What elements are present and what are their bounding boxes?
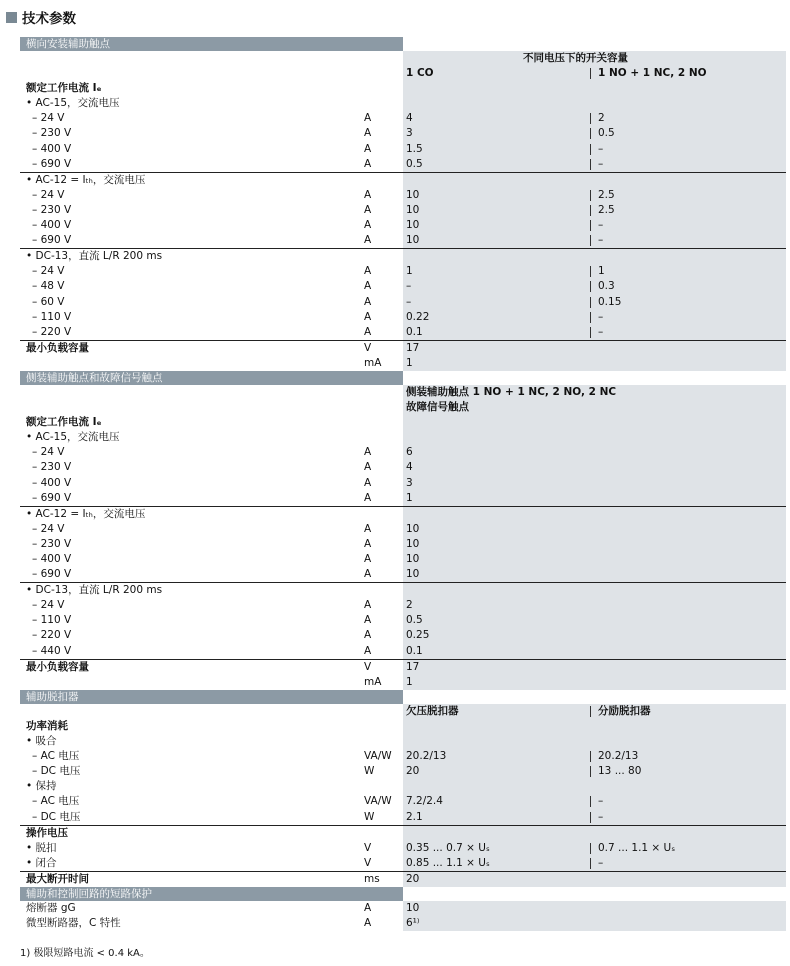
table-row xyxy=(20,96,786,111)
table-row xyxy=(20,659,786,675)
section-header xyxy=(20,690,786,704)
value-cell xyxy=(403,583,786,598)
value-cell xyxy=(403,233,786,248)
value-cell xyxy=(403,476,786,491)
value-1: – xyxy=(406,295,412,308)
row-label: 最大断开时间 xyxy=(26,872,89,885)
table-row xyxy=(20,764,786,779)
table-row xyxy=(20,430,786,445)
value-cell xyxy=(403,826,786,841)
value-cell xyxy=(403,872,786,887)
value-1: 4 xyxy=(406,112,413,125)
row-unit: A xyxy=(364,537,372,550)
row-unit: V xyxy=(364,841,372,854)
row-label: – 400 V xyxy=(32,553,72,565)
table-row xyxy=(20,582,786,598)
row-label: – 400 V xyxy=(32,142,72,155)
row-label: – DC 电压 xyxy=(32,765,81,778)
row-unit: mA xyxy=(364,356,382,369)
row-unit: W xyxy=(364,810,375,823)
value-cell xyxy=(403,295,786,310)
value-2: 1 NO + 1 NC, 2 NO xyxy=(598,67,707,80)
column-separator xyxy=(590,266,591,277)
table-row xyxy=(20,734,786,749)
row-unit: A xyxy=(364,310,372,323)
row-label: 额定工作电流 Iₑ xyxy=(26,82,102,95)
table-row xyxy=(20,552,786,567)
row-unit: A xyxy=(364,644,372,657)
table-row xyxy=(20,310,786,325)
value-1: 10 xyxy=(406,553,420,565)
column-separator xyxy=(590,144,591,155)
table-row xyxy=(20,157,786,172)
row-label: • AC-12 = Iₜₕ，交流电压 xyxy=(26,173,146,186)
value-2: 1 xyxy=(598,265,605,278)
column-separator xyxy=(590,843,591,854)
table-row xyxy=(20,340,786,356)
value-2: 2 xyxy=(598,112,605,125)
row-unit: A xyxy=(364,491,372,504)
row-label: • 闭合 xyxy=(26,856,57,869)
value-cell xyxy=(403,356,786,371)
value-1: 0.25 xyxy=(406,629,430,642)
table-row xyxy=(20,825,786,841)
value-2: 2.5 xyxy=(598,188,615,201)
value-cell xyxy=(403,126,786,141)
value-1: 3 xyxy=(406,127,413,140)
value-1: 17 xyxy=(406,341,420,354)
value-2: – xyxy=(598,856,604,869)
value-1: 0.5 xyxy=(406,157,423,170)
table-row xyxy=(20,704,786,719)
value-1: 1 xyxy=(406,265,413,278)
table-row xyxy=(20,81,786,96)
value-1: 10 xyxy=(406,568,420,581)
row-unit: A xyxy=(364,568,372,581)
table-row xyxy=(20,644,786,659)
table-row xyxy=(20,719,786,734)
value-2: 13 ... 80 xyxy=(598,765,642,778)
table-row xyxy=(20,476,786,491)
value-1: 17 xyxy=(406,660,420,673)
row-label: – 24 V xyxy=(32,446,65,459)
row-unit: VA/W xyxy=(364,795,392,808)
table-row xyxy=(20,810,786,825)
row-label: • 吸合 xyxy=(26,735,57,748)
value-1: 6¹⁾ xyxy=(406,917,420,930)
row-label: – 690 V xyxy=(32,157,72,170)
section-header-fill xyxy=(403,887,786,901)
table-row xyxy=(20,385,786,400)
row-unit: A xyxy=(364,127,372,140)
value-cell xyxy=(403,491,786,506)
value-1: 1 xyxy=(406,356,413,369)
section-header xyxy=(20,37,786,51)
value-1: 10 xyxy=(406,219,420,232)
value-cell xyxy=(403,856,786,871)
table-row xyxy=(20,66,786,81)
row-label: – 60 V xyxy=(32,295,65,308)
column-separator xyxy=(590,128,591,139)
table-row xyxy=(20,522,786,537)
table-row xyxy=(20,779,786,794)
value-cell xyxy=(403,264,786,279)
page-title xyxy=(6,8,76,26)
row-unit: A xyxy=(364,599,372,612)
row-unit: VA/W xyxy=(364,750,392,763)
value-1: 1 CO xyxy=(406,67,434,80)
column-separator xyxy=(590,751,591,762)
row-label: – 230 V xyxy=(32,203,72,216)
row-label: – 110 V xyxy=(32,310,72,323)
table-row xyxy=(20,567,786,582)
value-2: – xyxy=(598,325,604,338)
value-cell xyxy=(403,552,786,567)
value-1: 10 xyxy=(406,203,420,216)
value-cell xyxy=(403,51,786,66)
row-unit: A xyxy=(364,188,372,201)
column-separator xyxy=(590,327,591,338)
row-unit: A xyxy=(364,461,372,474)
table-row xyxy=(20,415,786,430)
row-label: 微型断路器，C 特性 xyxy=(26,917,121,930)
value-cell xyxy=(403,628,786,643)
row-label: – 24 V xyxy=(32,112,65,125)
column-separator xyxy=(590,190,591,201)
value-2: – xyxy=(598,157,604,170)
table-row xyxy=(20,203,786,218)
page-title-text: 技术参数 xyxy=(22,11,76,27)
value-1: 20 xyxy=(406,872,420,885)
row-label: – 230 V xyxy=(32,537,72,550)
table-row xyxy=(20,142,786,157)
table-row xyxy=(20,916,786,931)
value-cell xyxy=(403,537,786,552)
row-unit: W xyxy=(364,765,375,778)
column-separator xyxy=(590,235,591,246)
value-2: – xyxy=(598,795,604,808)
table-row xyxy=(20,598,786,613)
value-cell xyxy=(403,675,786,690)
value-cell xyxy=(403,218,786,233)
value-cell xyxy=(403,794,786,809)
value-cell xyxy=(403,522,786,537)
value-1: 6 xyxy=(406,446,413,459)
value-2: 分励脱扣器 xyxy=(598,704,651,717)
row-label: 操作电压 xyxy=(26,826,68,839)
value-cell xyxy=(403,111,786,126)
value-cell xyxy=(403,249,786,264)
value-2: 0.5 xyxy=(598,127,615,140)
table-row xyxy=(20,188,786,203)
row-label: – 690 V xyxy=(32,234,72,247)
section-title: 辅助和控制回路的短路保护 xyxy=(26,887,152,900)
row-label: • AC-12 = Iₜₕ，交流电压 xyxy=(26,507,146,520)
column-separator xyxy=(590,220,591,231)
value-cell xyxy=(403,704,786,719)
value-cell xyxy=(403,157,786,172)
value-cell xyxy=(403,749,786,764)
section-title: 辅助脱扣器 xyxy=(26,690,79,703)
value-1: 0.35 ... 0.7 × Uₛ xyxy=(406,841,490,854)
value-cell xyxy=(403,310,786,325)
value-cell xyxy=(403,719,786,734)
row-unit: A xyxy=(364,614,372,627)
section-title: 横向安装辅助触点 xyxy=(26,38,110,50)
value-1: 4 xyxy=(406,461,413,474)
table-row xyxy=(20,856,786,871)
value-1: 7.2/2.4 xyxy=(406,795,443,808)
row-label: – 220 V xyxy=(32,325,72,338)
row-unit: A xyxy=(364,203,372,216)
table-row xyxy=(20,506,786,522)
value-2: 0.7 ... 1.1 × Uₛ xyxy=(598,841,676,854)
value-2: 20.2/13 xyxy=(598,750,639,763)
value-2: – xyxy=(598,219,604,232)
value-1: 10 xyxy=(406,188,420,201)
value-cell xyxy=(403,613,786,628)
value-cell xyxy=(403,841,786,856)
value-1: 10 xyxy=(406,522,420,535)
value-1: 10 xyxy=(406,901,420,914)
row-label: • DC-13，直流 L/R 200 ms xyxy=(26,250,163,263)
row-label: • 脱扣 xyxy=(26,841,57,854)
value-2: 2.5 xyxy=(598,203,615,216)
value-cell xyxy=(403,779,786,794)
row-unit: A xyxy=(364,157,372,170)
table-row xyxy=(20,841,786,856)
value-cell xyxy=(403,567,786,582)
table-row xyxy=(20,325,786,340)
value-2: 0.3 xyxy=(598,280,615,293)
value-1: 20.2/13 xyxy=(406,750,447,763)
row-unit: V xyxy=(364,341,372,354)
value-2: 0.15 xyxy=(598,295,622,308)
value-cell xyxy=(403,460,786,475)
row-unit: A xyxy=(364,295,372,308)
value-cell xyxy=(403,188,786,203)
column-separator xyxy=(590,205,591,216)
table-row xyxy=(20,675,786,690)
row-label: – 110 V xyxy=(32,614,72,627)
value-1: 侧装辅助触点 1 NO + 1 NC, 2 NO, 2 NC xyxy=(406,385,617,398)
row-label: – 48 V xyxy=(32,280,65,293)
value-cell xyxy=(403,644,786,659)
value-2: – xyxy=(598,142,604,155)
row-label: – 24 V xyxy=(32,265,65,278)
row-label: – DC 电压 xyxy=(32,810,81,823)
row-unit: A xyxy=(364,553,372,565)
value-cell xyxy=(403,916,786,931)
value-cell xyxy=(403,507,786,522)
row-unit: A xyxy=(364,112,372,125)
row-label: 最小负载容量 xyxy=(26,341,89,354)
column-separator xyxy=(590,858,591,869)
table-row xyxy=(20,613,786,628)
row-unit: A xyxy=(364,446,372,459)
value-1: 1.5 xyxy=(406,142,423,155)
table-row xyxy=(20,111,786,126)
table-row xyxy=(20,794,786,809)
value-cell xyxy=(403,325,786,340)
value-cell xyxy=(403,598,786,613)
row-label: – 230 V xyxy=(32,461,72,474)
column-separator xyxy=(590,796,591,807)
value-1: 20 xyxy=(406,765,420,778)
value-cell xyxy=(403,385,786,400)
value-1: 0.1 xyxy=(406,644,423,657)
row-unit: A xyxy=(364,629,372,642)
table-row xyxy=(20,279,786,294)
row-label: – 690 V xyxy=(32,491,72,504)
table-row xyxy=(20,295,786,310)
row-label: 熔断器 gG xyxy=(26,901,76,914)
column-separator xyxy=(590,312,591,323)
row-label: – 230 V xyxy=(32,127,72,140)
row-unit: V xyxy=(364,660,372,673)
row-label: – 690 V xyxy=(32,568,72,581)
value-cell xyxy=(403,445,786,460)
row-label: – AC 电压 xyxy=(32,750,80,763)
table-row xyxy=(20,537,786,552)
section-header-fill xyxy=(403,371,786,385)
value-cell xyxy=(403,341,786,356)
column-separator xyxy=(590,159,591,170)
row-unit: A xyxy=(364,219,372,232)
row-unit: A xyxy=(364,917,372,930)
value-cell xyxy=(403,66,786,81)
column-separator xyxy=(590,812,591,823)
row-unit: A xyxy=(364,234,372,247)
table-row xyxy=(20,264,786,279)
table-row xyxy=(20,749,786,764)
column-separator xyxy=(590,281,591,292)
table-row xyxy=(20,172,786,188)
column-separator xyxy=(590,297,591,308)
value-cell xyxy=(403,203,786,218)
section-header-fill xyxy=(403,690,786,704)
value-cell xyxy=(403,279,786,294)
column-separator xyxy=(590,766,591,777)
row-label: – 400 V xyxy=(32,219,72,232)
value-1: 10 xyxy=(406,234,420,247)
row-label: • AC-15，交流电压 xyxy=(26,431,120,444)
value-cell xyxy=(403,734,786,749)
table-row xyxy=(20,871,786,887)
row-label: 功率消耗 xyxy=(26,719,68,732)
value-cell xyxy=(403,400,786,415)
value-cell xyxy=(403,96,786,111)
value-1: 1 xyxy=(406,675,413,688)
row-unit: mA xyxy=(364,675,382,688)
row-label: – 24 V xyxy=(32,599,65,612)
value-1: 0.22 xyxy=(406,310,430,323)
section-header-fill xyxy=(403,37,786,51)
value-1: 2.1 xyxy=(406,810,423,823)
value-cell xyxy=(403,81,786,96)
value-1: 不同电压下的开关容量 xyxy=(523,52,628,64)
table-row xyxy=(20,51,786,66)
row-unit: A xyxy=(364,522,372,535)
column-separator xyxy=(590,706,591,717)
table-row xyxy=(20,628,786,643)
row-unit: V xyxy=(364,856,372,869)
row-unit: A xyxy=(364,142,372,155)
footnote: 1) 极限短路电流 < 0.4 kA。 xyxy=(20,948,150,959)
table-row xyxy=(20,460,786,475)
value-1: 0.1 xyxy=(406,325,423,338)
title-marker xyxy=(6,12,17,23)
table-row xyxy=(20,126,786,141)
row-label: – 440 V xyxy=(32,644,72,657)
row-label: – 220 V xyxy=(32,629,72,642)
value-1: 3 xyxy=(406,476,413,489)
column-separator xyxy=(590,113,591,124)
row-label: • 保持 xyxy=(26,780,57,793)
row-label: – AC 电压 xyxy=(32,795,80,808)
value-cell xyxy=(403,173,786,188)
section-header xyxy=(20,887,786,901)
row-label: • AC-15，交流电压 xyxy=(26,97,120,110)
row-unit: ms xyxy=(364,872,380,885)
value-1: 10 xyxy=(406,537,420,550)
table-row xyxy=(20,218,786,233)
value-cell xyxy=(403,660,786,675)
value-cell xyxy=(403,415,786,430)
row-unit: A xyxy=(364,265,372,278)
row-label: – 400 V xyxy=(32,476,72,489)
value-cell xyxy=(403,810,786,825)
row-unit: A xyxy=(364,325,372,338)
row-label: – 24 V xyxy=(32,522,65,535)
table-row xyxy=(20,248,786,264)
value-2: – xyxy=(598,234,604,247)
row-label: • DC-13，直流 L/R 200 ms xyxy=(26,584,163,597)
value-cell xyxy=(403,430,786,445)
row-label: 最小负载容量 xyxy=(26,660,89,673)
row-label: – 24 V xyxy=(32,188,65,201)
value-cell xyxy=(403,142,786,157)
table-row xyxy=(20,445,786,460)
value-1: 0.85 ... 1.1 × Uₛ xyxy=(406,856,490,869)
value-1: 2 xyxy=(406,599,413,612)
value-cell xyxy=(403,901,786,916)
value-1: – xyxy=(406,280,412,293)
row-label: 额定工作电流 Iₑ xyxy=(26,416,102,429)
value-cell xyxy=(403,764,786,779)
row-unit: A xyxy=(364,476,372,489)
spec-table xyxy=(20,37,786,931)
table-row xyxy=(20,233,786,248)
value-1: 0.5 xyxy=(406,614,423,627)
value-1: 欠压脱扣器 xyxy=(406,704,459,717)
table-row xyxy=(20,400,786,415)
section-header xyxy=(20,371,786,385)
value-1: 1 xyxy=(406,491,413,504)
table-row xyxy=(20,901,786,916)
column-separator xyxy=(590,68,591,79)
row-unit: A xyxy=(364,901,372,914)
value-1: 故障信号触点 xyxy=(406,401,469,414)
value-2: – xyxy=(598,810,604,823)
value-2: – xyxy=(598,310,604,323)
section-title: 侧装辅助触点和故障信号触点 xyxy=(26,371,163,384)
table-row xyxy=(20,356,786,371)
row-unit: A xyxy=(364,280,372,293)
table-row xyxy=(20,491,786,506)
